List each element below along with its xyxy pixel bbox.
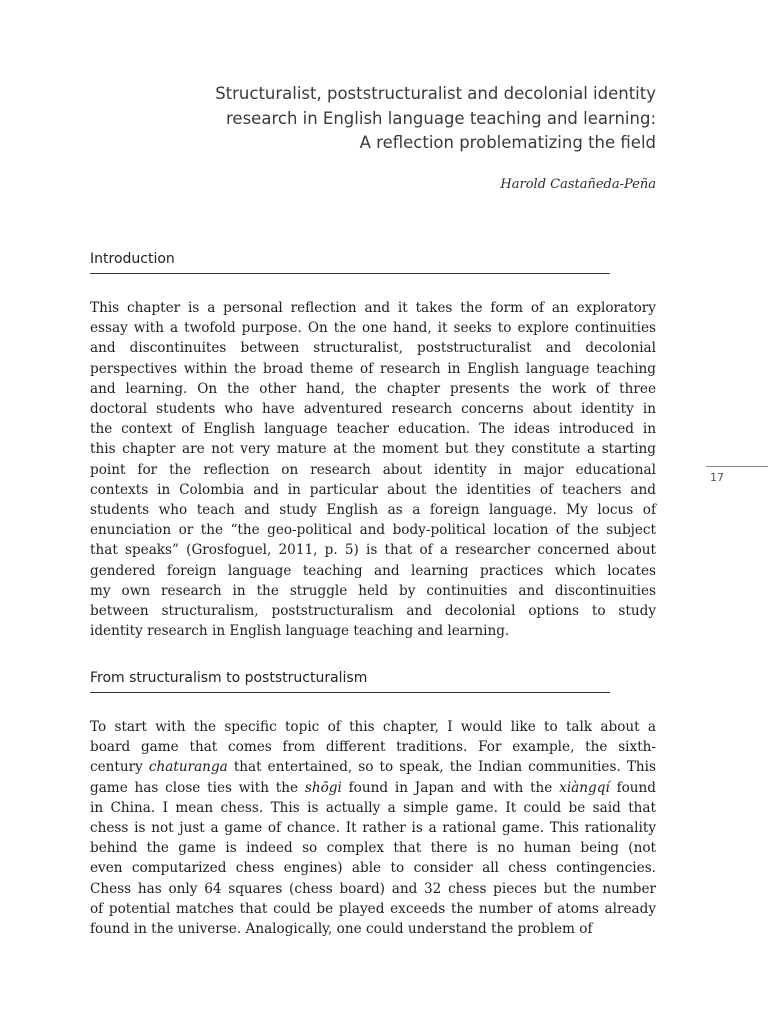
text-line: and learning. On the other hand, the chapter presents the work of three: [90, 380, 656, 397]
text-line: in China. I mean chess. This is actually a simple game. It could be said that: [90, 799, 656, 816]
text-line: perspectives within the broad theme of research in English language teaching: [90, 360, 656, 377]
chapter-title-line-3: A reflection problematizing the field: [359, 133, 656, 152]
text-line: game has close ties with the shōgi found in Japan and with the xiàngqí found: [90, 779, 657, 796]
section-heading-structuralism: From structuralism to poststructuralism: [90, 668, 610, 693]
text-line: century chaturanga that entertained, so to speak, the Indian communities. This: [90, 759, 656, 776]
text-line: This chapter is a personal reflection and it takes the form of an exploratory: [90, 300, 656, 316]
text-line: board game that comes from different traditions. For example, the sixth-: [90, 739, 656, 756]
text-line: doctoral students who have adventured research concerns about identity in: [90, 401, 656, 418]
text-line: point for the reflection on research about identity in major educational: [90, 461, 656, 478]
page-number: 17: [706, 466, 768, 484]
text-line: between structuralism, poststructuralism and decolonial options to study: [90, 603, 656, 620]
chapter-title-line-2: research in English language teaching and learning:: [226, 108, 656, 128]
text-line: behind the game is indeed so complex that there is no human being (not: [90, 840, 656, 857]
text-line: gendered foreign language teaching and learning practices which locates: [90, 562, 656, 579]
text-line: students who teach and study English as a foreign language. My locus of: [90, 502, 656, 519]
author-name: Harold Castañeda-Peña: [500, 177, 656, 192]
structuralism-paragraph: [90, 717, 656, 939]
text-line: identity research in English language teaching and learning.: [90, 623, 510, 640]
text-line: that speaks” (Grosfoguel, 2011, p. 5) is that of a researcher concerned about: [90, 542, 656, 559]
introduction-paragraph: [90, 298, 656, 641]
text-line: of potential matches that could be played exceeds the number of atoms already: [90, 900, 656, 917]
text-line: contexts in Colombia and in particular about the identities of teachers and: [90, 481, 656, 498]
text-line: this chapter are not very mature at the moment but they constitute a starting: [90, 441, 656, 458]
section-heading-introduction: Introduction: [90, 249, 610, 274]
italic-term: shōgi: [304, 779, 342, 796]
text-line: the context of English language teacher education. The ideas introduced in: [90, 421, 656, 438]
chapter-title: [130, 82, 656, 156]
italic-term: xiàngqí: [559, 779, 610, 796]
text-line: chess is not just a game of chance. It rather is a rational game. This rationality: [90, 820, 656, 837]
text-line: enunciation or the “the geo-political and body-political location of the subject: [90, 522, 656, 539]
text-line: and discontinuites between structuralist, poststructuralist and decolonial: [90, 340, 656, 357]
text-line: found in the universe. Analogically, one could understand the problem of: [90, 921, 593, 938]
text-line: my own research in the struggle held by continuities and discontinuities: [90, 582, 656, 599]
text-line: To start with the specific topic of this chapter, I would like to talk about a: [90, 719, 656, 735]
text-line: essay with a twofold purpose. On the one hand, it seeks to explore continuities: [90, 320, 656, 337]
text-line: even computarized chess engines) able to consider all chess contingencies.: [90, 860, 656, 877]
italic-term: chaturanga: [148, 759, 228, 776]
text-line: Chess has only 64 squares (chess board) and 32 chess pieces but the number: [90, 880, 656, 897]
chapter-title-line-1: Structuralist, poststructuralist and decolonial identity: [215, 84, 656, 103]
